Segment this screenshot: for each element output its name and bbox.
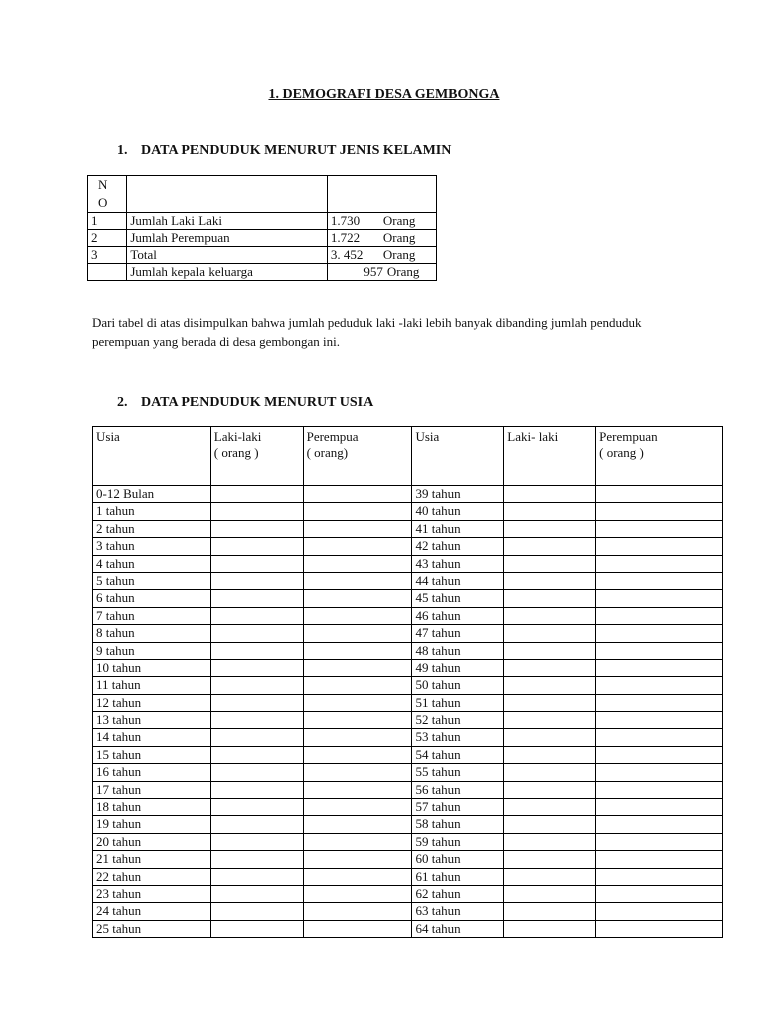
laki-right-cell	[504, 677, 596, 694]
perempuan-left-cell	[303, 572, 412, 589]
section-number: 2.	[117, 395, 128, 410]
perempuan-left-cell	[303, 520, 412, 537]
table-row	[93, 677, 723, 694]
section-heading-gender	[117, 143, 451, 159]
age-right: 46 tahun	[412, 607, 504, 624]
perempuan-right-cell	[596, 920, 723, 937]
row-number: 3	[88, 247, 127, 264]
perempuan-right-cell	[596, 625, 723, 642]
table-row	[93, 486, 723, 503]
perempuan-right-cell	[596, 903, 723, 920]
table-row	[93, 555, 723, 572]
row-unit: Orang	[382, 247, 416, 262]
age-left: 22 tahun	[93, 868, 211, 885]
age-left: 18 tahun	[93, 799, 211, 816]
age-right: 53 tahun	[412, 729, 504, 746]
laki-left-cell	[210, 590, 303, 607]
laki-left-cell	[210, 781, 303, 798]
section-number: 1.	[117, 143, 128, 158]
table-row	[93, 642, 723, 659]
laki-left-cell	[210, 642, 303, 659]
no-header-o: O	[98, 195, 108, 210]
table-row	[93, 503, 723, 520]
laki-left-cell	[210, 868, 303, 885]
age-left: 24 tahun	[93, 903, 211, 920]
perempuan-right-cell	[596, 816, 723, 833]
table-row	[93, 625, 723, 642]
perempuan-right-cell	[596, 694, 723, 711]
age-left: 12 tahun	[93, 694, 211, 711]
age-left: 10 tahun	[93, 659, 211, 676]
table-row	[88, 213, 437, 230]
table-row	[88, 247, 437, 264]
table-row	[93, 816, 723, 833]
age-right: 59 tahun	[412, 833, 504, 850]
table-row	[93, 659, 723, 676]
age-right: 44 tahun	[412, 572, 504, 589]
perempuan-left-cell	[303, 486, 412, 503]
header-unit: ( orang )	[599, 445, 644, 460]
laki-right-cell	[504, 729, 596, 746]
header-text: Laki-laki	[213, 429, 262, 444]
perempuan-left-cell	[303, 659, 412, 676]
table-row	[93, 607, 723, 624]
no-header-cell	[88, 176, 127, 213]
header-usia-left: Usia	[93, 427, 211, 486]
laki-right-cell	[504, 642, 596, 659]
age-right: 50 tahun	[412, 677, 504, 694]
age-right: 49 tahun	[412, 659, 504, 676]
age-left: 23 tahun	[93, 885, 211, 902]
table-row	[93, 538, 723, 555]
perempuan-left-cell	[303, 781, 412, 798]
no-header-n: N	[98, 177, 108, 192]
laki-right-cell	[504, 746, 596, 763]
age-right: 42 tahun	[412, 538, 504, 555]
laki-right-cell	[504, 851, 596, 868]
perempuan-left-cell	[303, 799, 412, 816]
laki-right-cell	[504, 520, 596, 537]
laki-right-cell	[504, 781, 596, 798]
row-value: 1.722	[330, 230, 361, 245]
table-row	[93, 799, 723, 816]
laki-left-cell	[210, 625, 303, 642]
laki-left-cell	[210, 799, 303, 816]
perempuan-right-cell	[596, 520, 723, 537]
perempuan-right-cell	[596, 538, 723, 555]
age-left: 14 tahun	[93, 729, 211, 746]
perempuan-left-cell	[303, 868, 412, 885]
header-perempuan-left	[303, 427, 412, 486]
laki-left-cell	[210, 555, 303, 572]
age-table	[92, 426, 723, 938]
laki-left-cell	[210, 746, 303, 763]
age-right: 51 tahun	[412, 694, 504, 711]
perempuan-left-cell	[303, 625, 412, 642]
row-value-cell	[327, 264, 436, 281]
perempuan-left-cell	[303, 729, 412, 746]
laki-left-cell	[210, 885, 303, 902]
row-label: Jumlah Perempuan	[127, 230, 328, 247]
age-left: 4 tahun	[93, 555, 211, 572]
perempuan-right-cell	[596, 677, 723, 694]
header-laki-right: Laki- laki	[504, 427, 596, 486]
perempuan-left-cell	[303, 555, 412, 572]
perempuan-left-cell	[303, 920, 412, 937]
table-row	[88, 230, 437, 247]
summary-paragraph: Dari tabel di atas disimpulkan bahwa jumlah peduduk laki -laki lebih banyak dibanding jumlah penduduk perempuan yang berada di desa gembongan ini.	[92, 315, 642, 349]
laki-left-cell	[210, 851, 303, 868]
perempuan-right-cell	[596, 555, 723, 572]
laki-left-cell	[210, 520, 303, 537]
row-unit: Orang	[382, 230, 416, 245]
header-usia-right: Usia	[412, 427, 504, 486]
laki-left-cell	[210, 486, 303, 503]
row-value-cell	[327, 213, 436, 230]
header-text: Perempua	[306, 429, 359, 444]
perempuan-right-cell	[596, 729, 723, 746]
row-number: 1	[88, 213, 127, 230]
age-left: 7 tahun	[93, 607, 211, 624]
age-left: 9 tahun	[93, 642, 211, 659]
age-right: 45 tahun	[412, 590, 504, 607]
age-right: 47 tahun	[412, 625, 504, 642]
header-text: Perempuan	[599, 429, 658, 444]
row-value-cell	[327, 230, 436, 247]
age-left: 1 tahun	[93, 503, 211, 520]
laki-right-cell	[504, 903, 596, 920]
perempuan-right-cell	[596, 833, 723, 850]
age-right: 62 tahun	[412, 885, 504, 902]
perempuan-left-cell	[303, 538, 412, 555]
laki-left-cell	[210, 816, 303, 833]
table-row	[93, 746, 723, 763]
laki-right-cell	[504, 712, 596, 729]
age-left: 6 tahun	[93, 590, 211, 607]
table-row	[93, 520, 723, 537]
laki-right-cell	[504, 486, 596, 503]
age-left: 20 tahun	[93, 833, 211, 850]
perempuan-right-cell	[596, 781, 723, 798]
table-row	[93, 920, 723, 937]
row-value-cell	[327, 247, 436, 264]
perempuan-right-cell	[596, 746, 723, 763]
perempuan-right-cell	[596, 642, 723, 659]
header-laki-left	[210, 427, 303, 486]
row-label: Jumlah kepala keluarga	[127, 264, 328, 281]
perempuan-left-cell	[303, 694, 412, 711]
perempuan-left-cell	[303, 764, 412, 781]
gender-table	[87, 175, 437, 281]
table-row	[93, 764, 723, 781]
laki-right-cell	[504, 868, 596, 885]
table-row	[93, 572, 723, 589]
table-row	[88, 264, 437, 281]
perempuan-right-cell	[596, 486, 723, 503]
row-unit: Orang	[386, 264, 420, 279]
laki-left-cell	[210, 659, 303, 676]
age-left: 11 tahun	[93, 677, 211, 694]
table-row	[93, 885, 723, 902]
laki-right-cell	[504, 833, 596, 850]
age-left: 13 tahun	[93, 712, 211, 729]
age-left: 15 tahun	[93, 746, 211, 763]
perempuan-right-cell	[596, 572, 723, 589]
laki-right-cell	[504, 625, 596, 642]
row-label: Jumlah Laki Laki	[127, 213, 328, 230]
perempuan-right-cell	[596, 659, 723, 676]
header-perempuan-right	[596, 427, 723, 486]
perempuan-right-cell	[596, 799, 723, 816]
laki-right-cell	[504, 572, 596, 589]
laki-left-cell	[210, 572, 303, 589]
perempuan-right-cell	[596, 885, 723, 902]
perempuan-left-cell	[303, 712, 412, 729]
laki-right-cell	[504, 659, 596, 676]
laki-right-cell	[504, 555, 596, 572]
perempuan-left-cell	[303, 503, 412, 520]
perempuan-right-cell	[596, 590, 723, 607]
section-heading-text: DATA PENDUDUK MENURUT JENIS KELAMIN	[141, 143, 452, 158]
table-row	[93, 833, 723, 850]
row-value: 3. 452	[330, 247, 364, 262]
age-left: 16 tahun	[93, 764, 211, 781]
table-row	[93, 851, 723, 868]
age-right: 57 tahun	[412, 799, 504, 816]
empty-header-cell	[327, 176, 436, 213]
laki-right-cell	[504, 590, 596, 607]
age-right: 52 tahun	[412, 712, 504, 729]
laki-right-cell	[504, 885, 596, 902]
age-right: 58 tahun	[412, 816, 504, 833]
perempuan-left-cell	[303, 642, 412, 659]
perempuan-right-cell	[596, 764, 723, 781]
age-left: 5 tahun	[93, 572, 211, 589]
document-title: 1. DEMOGRAFI DESA GEMBONGA	[268, 87, 500, 102]
laki-right-cell	[504, 538, 596, 555]
age-right: 41 tahun	[412, 520, 504, 537]
laki-right-cell	[504, 764, 596, 781]
laki-left-cell	[210, 833, 303, 850]
laki-left-cell	[210, 729, 303, 746]
section-heading-age	[117, 395, 373, 411]
laki-left-cell	[210, 764, 303, 781]
laki-right-cell	[504, 799, 596, 816]
row-unit: Orang	[382, 213, 416, 228]
empty-header-cell	[127, 176, 328, 213]
age-right: 63 tahun	[412, 903, 504, 920]
perempuan-right-cell	[596, 868, 723, 885]
table-row	[93, 903, 723, 920]
age-right: 56 tahun	[412, 781, 504, 798]
age-left: 8 tahun	[93, 625, 211, 642]
age-right: 60 tahun	[412, 851, 504, 868]
row-value: 957	[363, 264, 383, 279]
table-row	[93, 590, 723, 607]
laki-right-cell	[504, 607, 596, 624]
laki-left-cell	[210, 920, 303, 937]
table-header-row	[88, 176, 437, 213]
perempuan-left-cell	[303, 885, 412, 902]
table-row	[93, 694, 723, 711]
perempuan-right-cell	[596, 851, 723, 868]
row-number: 2	[88, 230, 127, 247]
age-right: 55 tahun	[412, 764, 504, 781]
perempuan-right-cell	[596, 712, 723, 729]
perempuan-left-cell	[303, 903, 412, 920]
age-left: 3 tahun	[93, 538, 211, 555]
laki-left-cell	[210, 712, 303, 729]
row-value: 1.730	[330, 213, 361, 228]
age-left: 19 tahun	[93, 816, 211, 833]
age-right: 61 tahun	[412, 868, 504, 885]
row-label: Total	[127, 247, 328, 264]
perempuan-left-cell	[303, 677, 412, 694]
table-header-row	[93, 427, 723, 486]
laki-left-cell	[210, 607, 303, 624]
perempuan-right-cell	[596, 607, 723, 624]
header-unit: ( orang )	[213, 445, 259, 460]
laki-left-cell	[210, 677, 303, 694]
age-rows	[93, 486, 723, 938]
perempuan-right-cell	[596, 503, 723, 520]
age-left: 2 tahun	[93, 520, 211, 537]
laki-right-cell	[504, 503, 596, 520]
laki-right-cell	[504, 920, 596, 937]
row-number	[88, 264, 127, 281]
age-right: 40 tahun	[412, 503, 504, 520]
laki-right-cell	[504, 694, 596, 711]
age-left: 25 tahun	[93, 920, 211, 937]
age-right: 43 tahun	[412, 555, 504, 572]
perempuan-left-cell	[303, 746, 412, 763]
perempuan-left-cell	[303, 816, 412, 833]
laki-left-cell	[210, 503, 303, 520]
perempuan-left-cell	[303, 607, 412, 624]
table-row	[93, 729, 723, 746]
section-heading-text: DATA PENDUDUK MENURUT USIA	[141, 395, 374, 410]
age-right: 54 tahun	[412, 746, 504, 763]
age-right: 48 tahun	[412, 642, 504, 659]
laki-left-cell	[210, 538, 303, 555]
age-left: 0-12 Bulan	[93, 486, 211, 503]
perempuan-left-cell	[303, 833, 412, 850]
header-unit: ( orang)	[306, 445, 349, 460]
laki-left-cell	[210, 694, 303, 711]
laki-left-cell	[210, 903, 303, 920]
table-row	[93, 712, 723, 729]
perempuan-left-cell	[303, 851, 412, 868]
age-right: 39 tahun	[412, 486, 504, 503]
age-right: 64 tahun	[412, 920, 504, 937]
table-row	[93, 781, 723, 798]
perempuan-left-cell	[303, 590, 412, 607]
age-left: 17 tahun	[93, 781, 211, 798]
table-row	[93, 868, 723, 885]
laki-right-cell	[504, 816, 596, 833]
age-left: 21 tahun	[93, 851, 211, 868]
